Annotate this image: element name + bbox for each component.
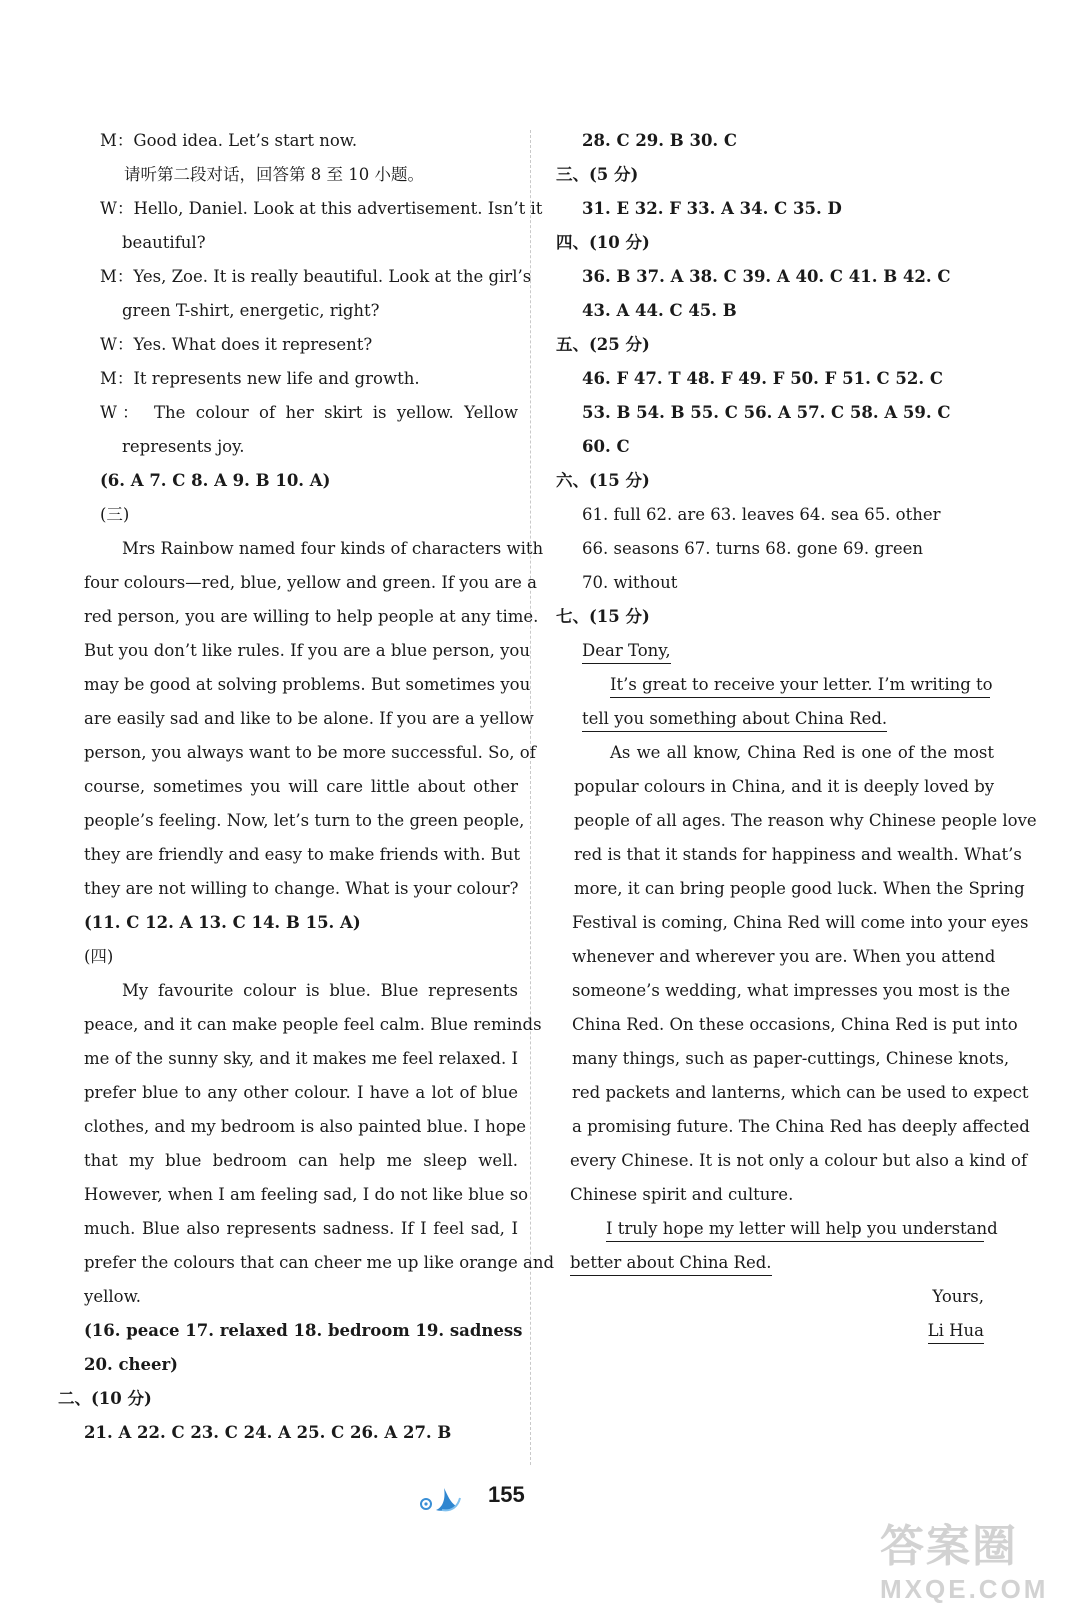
answer-key-66-69: 66. seasons 67. turns 68. gone 69. green [582, 539, 923, 558]
dialogue-line: M：It represents new life and growth. [100, 369, 420, 388]
answer-key-16-19: (16. peace 17. relaxed 18. bedroom 19. sadness [84, 1321, 523, 1340]
letter-greeting-text: Dear Tony, [582, 639, 671, 664]
dialogue-line: beautiful? [122, 233, 206, 252]
letter-body-line: Festival is coming, China Red will come into your eyes [572, 913, 1029, 932]
dialogue-line: green T-shirt, energetic, right? [122, 301, 380, 320]
listening-instruction: 请听第二段对话，回答第 8 至 10 小题。 [124, 165, 424, 184]
letter-opening-text: tell you something about China Red. [582, 707, 887, 732]
passage-line: they are friendly and easy to make friends with. But [84, 845, 521, 864]
right-column [556, 124, 1037, 1348]
passage-line: person, you always want to be more successful. So, of [84, 743, 536, 762]
passage-line: yellow. [84, 1287, 141, 1306]
passage-line: clothes, and my bedroom is also painted blue. I hope [84, 1117, 527, 1136]
left-column [58, 124, 555, 1450]
answer-key-31-35: 31. E 32. F 33. A 34. C 35. D [582, 199, 842, 218]
part-heading: 六、(15 分) [556, 471, 650, 490]
answer-key-28-30: 28. C 29. B 30. C [582, 131, 738, 150]
letter-greeting [566, 634, 1000, 668]
letter-signature-text: Li Hua [928, 1319, 984, 1344]
answer-key-53-59: 53. B 54. B 55. C 56. A 57. C 58. A 59. C [582, 403, 951, 422]
letter-signoff: Yours, [932, 1287, 984, 1306]
letter-body-line: someone’s wedding, what impresses you most is the [572, 981, 1011, 1000]
dialogue-line: represents joy. [122, 437, 245, 456]
dialogue-line: M：Yes, Zoe. It is really beautiful. Look at the girl’s [100, 267, 532, 286]
dialogue-line: W： The colour of her skirt is yellow. Yellow [100, 403, 518, 422]
letter-body-line: a promising future. The China Red has deeply affected [572, 1117, 1030, 1136]
passage-line: are easily sad and like to be alone. If you are a yellow [84, 709, 534, 728]
passage-line: red person, you are willing to help people at any time. [84, 607, 539, 626]
dialogue-line: W：Yes. What does it represent? [100, 335, 373, 354]
answer-key-70: 70. without [582, 573, 678, 592]
answer-key-43-45: 43. A 44. C 45. B [582, 301, 737, 320]
watermark-text: 答案圈 [880, 1522, 1018, 1571]
answer-key-36-42: 36. B 37. A 38. C 39. A 40. C 41. B 42. C [582, 267, 951, 286]
answer-key-21-27: 21. A 22. C 23. C 24. A 25. C 26. A 27. B [84, 1423, 452, 1442]
passage-line: me of the sunny sky, and it makes me feel relaxed. I [84, 1049, 518, 1068]
passage-line: My favourite colour is blue. Blue represents [122, 981, 518, 1000]
letter-body-line: As we all know, China Red is one of the most [610, 743, 994, 762]
answer-key-61-65: 61. full 62. are 63. leaves 64. sea 65. other [582, 505, 941, 524]
page-number: 155 [488, 1482, 525, 1507]
answer-key-6-10: (6. A 7. C 8. A 9. B 10. A) [100, 471, 331, 490]
watermark [880, 1510, 1060, 1604]
letter-closing-line [566, 1212, 1000, 1246]
letter-body-line: popular colours in China, and it is deeply loved by [574, 777, 995, 796]
letter-body-line: people of all ages. The reason why Chinese people love [574, 811, 1037, 830]
answer-key-11-15: (11. C 12. A 13. C 14. B 15. A) [84, 913, 361, 932]
letter-body-line: whenever and wherever you are. When you attend [572, 947, 996, 966]
letter-closing-text: I truly hope my letter will help you understand [606, 1217, 984, 1242]
answer-key-20: 20. cheer) [84, 1355, 178, 1374]
letter-opening-line [566, 702, 1000, 736]
letter-body-line: red is that it stands for happiness and wealth. What’s [574, 845, 1022, 864]
part-heading: 二、(10 分) [58, 1389, 152, 1408]
letter-body-line: every Chinese. It is not only a colour but also a kind of [570, 1151, 1028, 1170]
letter-closing-text: better about China Red. [570, 1251, 772, 1276]
letter-body-line: Chinese spirit and culture. [570, 1185, 794, 1204]
passage-line: peace, and it can make people feel calm. Blue reminds [84, 1015, 542, 1034]
passage-line: may be good at solving problems. But sometimes you [84, 675, 531, 694]
part-heading: 七、(15 分) [556, 607, 650, 626]
part-heading: 四、(10 分) [556, 233, 650, 252]
letter-opening-text: It’s great to receive your letter. I’m writing to [610, 673, 990, 698]
passage-line: they are not willing to change. What is your colour? [84, 879, 519, 898]
part-heading: 五、(25 分) [556, 335, 650, 354]
dialogue-line: W：Hello, Daniel. Look at this advertisement. Isn’t it [100, 199, 543, 218]
letter-opening-line [566, 668, 1000, 702]
section-label: (四) [84, 947, 114, 966]
letter-body-line: many things, such as paper-cuttings, Chinese knots, [572, 1049, 1010, 1068]
part-heading: 三、(5 分) [556, 165, 639, 184]
publisher-logo-icon [412, 1482, 464, 1518]
answer-key-46-52: 46. F 47. T 48. F 49. F 50. F 51. C 52. C [582, 369, 944, 388]
letter-signature [566, 1314, 1000, 1348]
passage-line: people’s feeling. Now, let’s turn to the green people, [84, 811, 525, 830]
answer-key-60: 60. C [582, 437, 630, 456]
watermark-url: MXQE.COM [880, 1574, 1049, 1604]
passage-line: course, sometimes you will care little about other [84, 777, 518, 796]
passage-line: four colours—red, blue, yellow and green. If you are a [84, 573, 537, 592]
passage-line: that my blue bedroom can help me sleep well. [84, 1151, 518, 1170]
passage-line: much. Blue also represents sadness. If I feel sad, I [84, 1219, 518, 1238]
letter-body-line: China Red. On these occasions, China Red is put into [572, 1015, 1018, 1034]
dialogue-line: M：Good idea. Let’s start now. [100, 131, 358, 150]
section-label: (三) [100, 505, 130, 524]
letter-closing-line [566, 1246, 1000, 1280]
passage-line: Mrs Rainbow named four kinds of characters with [122, 539, 544, 558]
passage-line: However, when I am feeling sad, I do not like blue so [84, 1185, 529, 1204]
letter-body-line: red packets and lanterns, which can be used to expect [572, 1083, 1029, 1102]
passage-line: prefer the colours that can cheer me up like orange and [84, 1253, 555, 1272]
passage-line: But you don’t like rules. If you are a blue person, you [84, 641, 530, 660]
passage-line: prefer blue to any other colour. I have a lot of blue [84, 1083, 518, 1102]
letter-body-line: more, it can bring people good luck. When the Spring [574, 879, 1025, 898]
